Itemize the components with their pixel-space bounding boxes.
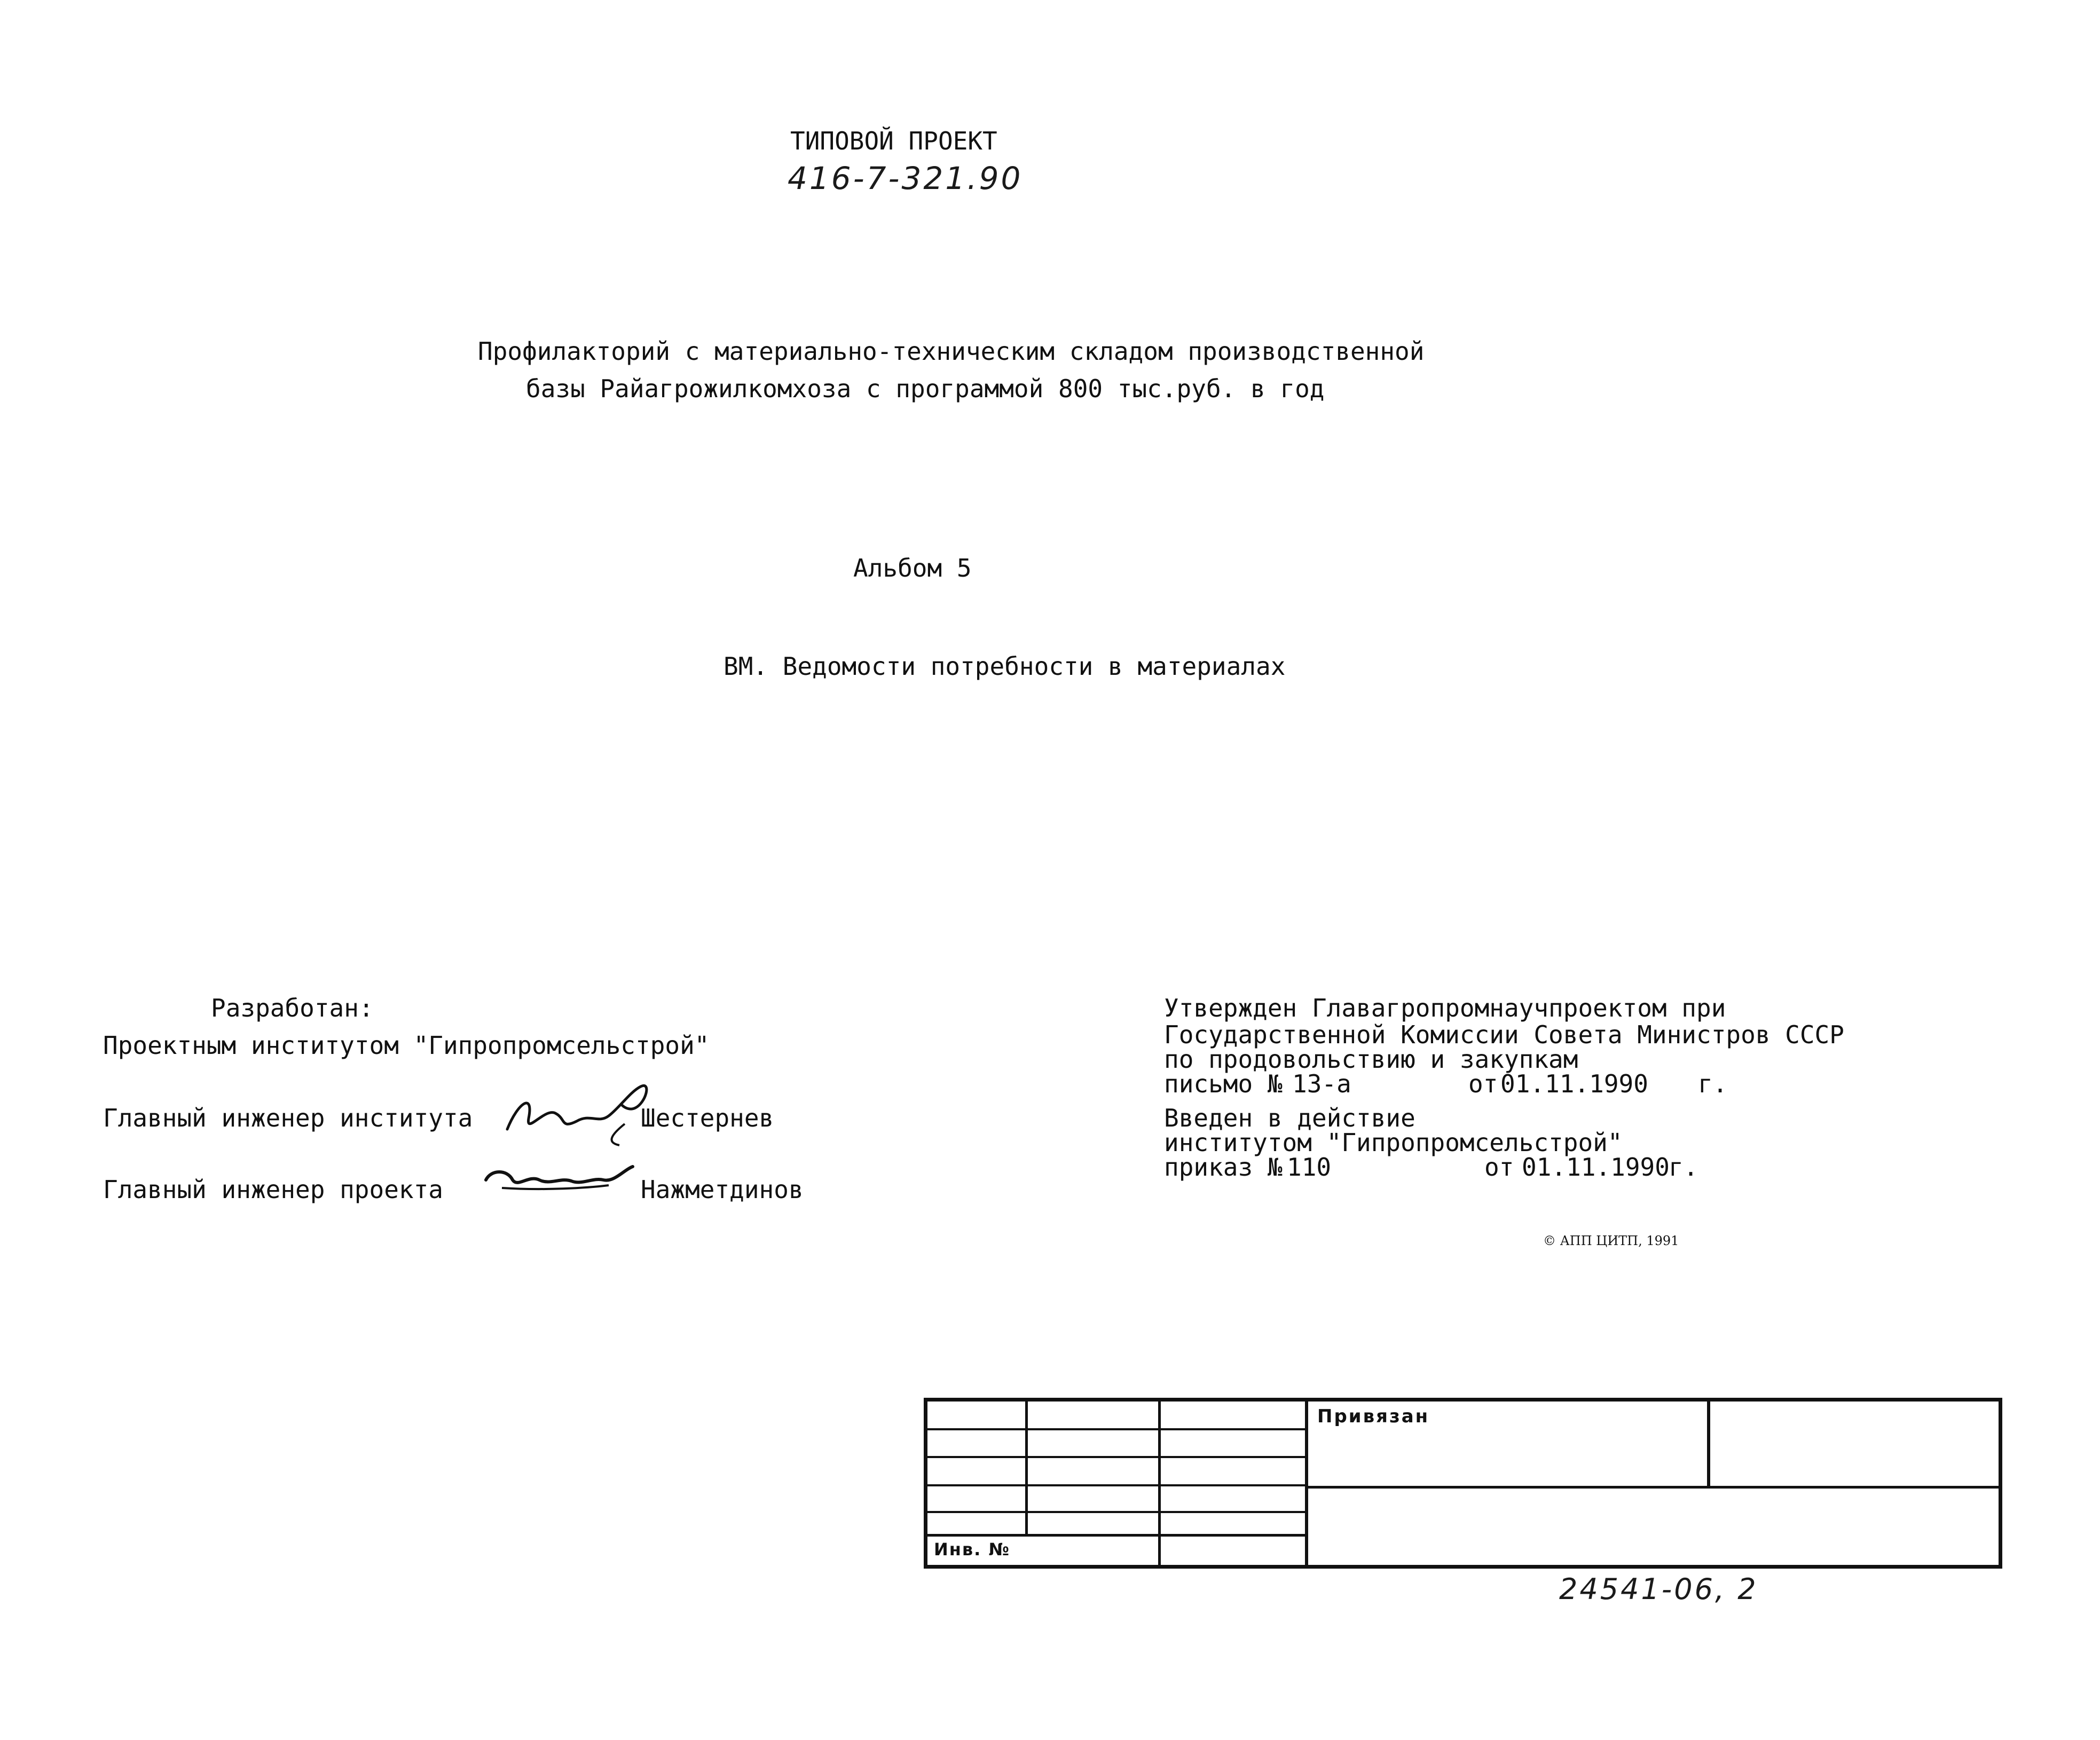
developer-institute: Проектным институтом "Гипропромсельстрой" <box>103 1031 710 1060</box>
section-title: ВМ. Ведомости потребности в материалах <box>723 652 1286 681</box>
title-block-inventory-label: Инв. № <box>934 1539 1010 1560</box>
chief-institute-name: Шестернев <box>641 1104 774 1132</box>
chief-project-role: Главный инженер проекта <box>103 1175 443 1204</box>
enacted-line-1: Введен в действие <box>1164 1104 1415 1132</box>
order-date-label: от <box>1484 1153 1514 1182</box>
approval-line-2: Государственной Комиссии Совета Министров СССР <box>1164 1020 1844 1049</box>
signature-nazhmetdinov <box>481 1159 641 1201</box>
approval-letter-date: 01.11.1990 <box>1500 1069 1648 1098</box>
order-label: приказ № <box>1164 1153 1283 1182</box>
approval-letter-number: 13-а <box>1292 1069 1351 1098</box>
chief-institute-role: Главный инженер института <box>103 1104 473 1132</box>
approval-letter-label: письмо № <box>1164 1069 1283 1098</box>
title-block-linked-label: Привязан <box>1317 1406 1430 1427</box>
approval-letter-date-label: от <box>1468 1069 1498 1098</box>
document-type: ТИПОВОЙ ПРОЕКТ <box>790 127 997 155</box>
description-line-2: базы Райагрожилкомхоза с программой 800 тыс.руб. в год <box>526 374 1325 403</box>
chief-project-name: Нажметдинов <box>641 1175 804 1204</box>
order-date: 01.11.1990 <box>1522 1153 1670 1182</box>
title-block <box>924 1398 2002 1569</box>
order-suffix: г. <box>1669 1153 1698 1182</box>
copyright: © АПП ЦИТП, 1991 <box>1543 1233 1679 1248</box>
approval-letter-suffix: г. <box>1698 1069 1728 1098</box>
description-line-1: Профилакторий с материально-техническим складом производственной <box>478 337 1425 366</box>
signature-shesternev <box>497 1070 657 1151</box>
project-code: 416-7-321.90 <box>788 160 1023 196</box>
developer-label: Разработан: <box>211 994 374 1022</box>
order-number: 110 <box>1287 1153 1332 1182</box>
approval-line-1: Утвержден Главагропромнаучпроектом при <box>1164 994 1726 1022</box>
approval-line-3: по продовольствию и закупкам <box>1164 1045 1578 1074</box>
album-title: Альбом 5 <box>853 554 972 582</box>
enacted-line-2: институтом "Гипропромсельстрой" <box>1164 1128 1623 1157</box>
sheet-number: 24541-06, 2 <box>1559 1572 1758 1606</box>
